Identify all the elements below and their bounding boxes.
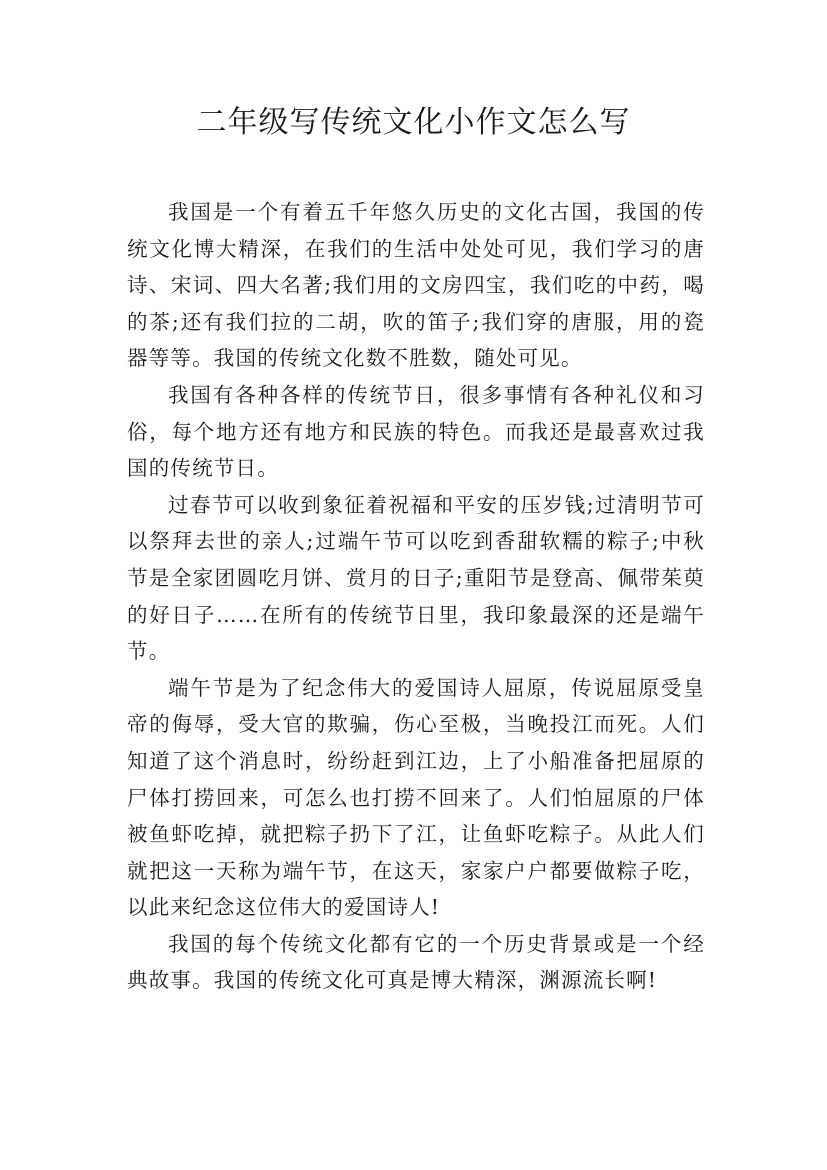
paragraph-3: 过春节可以收到象征着祝福和平安的压岁钱;过清明节可以祭拜去世的亲人;过端午节可以吃到香甜软糯的粽子;中秋节是全家团圆吃月饼、赏月的日子;重阳节是登高、佩带茱萸的好日子……在所有的传统节日里，我印象最深的还是端午节。: [127, 492, 705, 664]
paragraph-5: 我国的每个传统文化都有它的一个历史背景或是一个经典故事。我国的传统文化可真是博大精深，渊源流长啊!: [127, 931, 705, 993]
paragraph-4: 端午节是为了纪念伟大的爱国诗人屈原，传说屈原受皇帝的侮辱，受大官的欺骗，伤心至极，当晚投江而死。人们知道了这个消息时，纷纷赶到江边，上了小船准备把屈原的尸体打捞回来，可怎么也打捞不回来了。人们怕屈原的尸体被鱼虾吃掉，就把粽子扔下了江，让鱼虾吃粽子。从此人们就把这一天称为端午节，在这天，家家户户都要做粽子吃，以此来纪念这位伟大的爱国诗人!: [127, 675, 705, 920]
paragraph-1: 我国是一个有着五千年悠久历史的文化古国，我国的传统文化博大精深，在我们的生活中处处可见，我们学习的唐诗、宋词、四大名著;我们用的文房四宝，我们吃的中药，喝的茶;还有我们拉的二胡，吹的笛子;我们穿的唐服，用的瓷器等等。我国的传统文化数不胜数，随处可见。: [127, 200, 705, 371]
document-title: 二年级写传统文化小作文怎么写: [196, 105, 631, 140]
paragraph-2: 我国有各种各样的传统节日，很多事情有各种礼仪和习俗，每个地方还有地方和民族的特色。而我还是最喜欢过我国的传统节日。: [127, 382, 705, 481]
document-body: [127, 194, 705, 999]
